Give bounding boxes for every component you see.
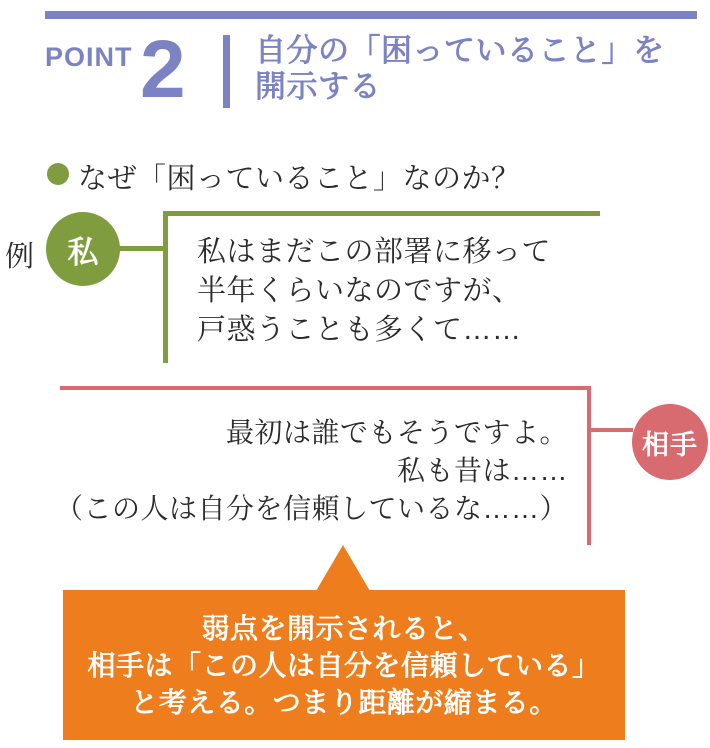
point-label: POINT	[45, 42, 133, 72]
me-speech-line-3: 戸惑うことも多くて……	[197, 314, 522, 346]
me-speech-line-2: 半年くらいなのですが、	[197, 275, 522, 307]
other-bubble-right-rule	[587, 386, 591, 545]
me-speech-text	[197, 233, 551, 350]
page-title-line-1: 自分の「困っていること」を	[255, 33, 665, 68]
me-connector-line	[118, 246, 165, 251]
me-speech-line-1: 私はまだこの部署に移って	[197, 236, 552, 268]
header-divider	[223, 35, 230, 108]
other-connector-line	[591, 428, 633, 432]
section-question: なぜ「困っていること」なのか？	[78, 163, 521, 195]
other-bubble-top-rule	[60, 386, 591, 390]
other-speech-line-2: 私も昔は……	[396, 455, 568, 486]
page-title-line-2: 開示する	[255, 69, 381, 104]
callout-line-1: 弱点を開示されると、	[201, 612, 487, 644]
page-title	[255, 33, 665, 105]
speaker-me-label: 私	[67, 234, 99, 270]
other-speech-line-3: （この人は自分を信頼しているな……）	[54, 493, 568, 524]
callout-box	[63, 590, 625, 740]
callout-arrow-up-icon	[316, 545, 370, 591]
other-speech-text	[55, 414, 568, 528]
callout-line-3: と考える。つまり距離が縮まる。	[130, 686, 558, 718]
speaker-other-badge	[632, 404, 708, 480]
me-bubble-top-rule	[163, 211, 600, 216]
example-label: 例	[5, 241, 35, 273]
callout-line-2: 相手は「この人は自分を信頼している」	[87, 649, 601, 681]
header-top-rule	[45, 11, 697, 19]
point-number: 2	[140, 24, 186, 115]
bullet-icon	[47, 163, 69, 185]
speaker-me-badge	[46, 212, 120, 286]
other-speech-line-1: 最初は誰でもそうですよ。	[225, 417, 568, 448]
me-bubble-left-rule	[163, 211, 168, 363]
speaker-other-label: 相手	[642, 429, 698, 460]
